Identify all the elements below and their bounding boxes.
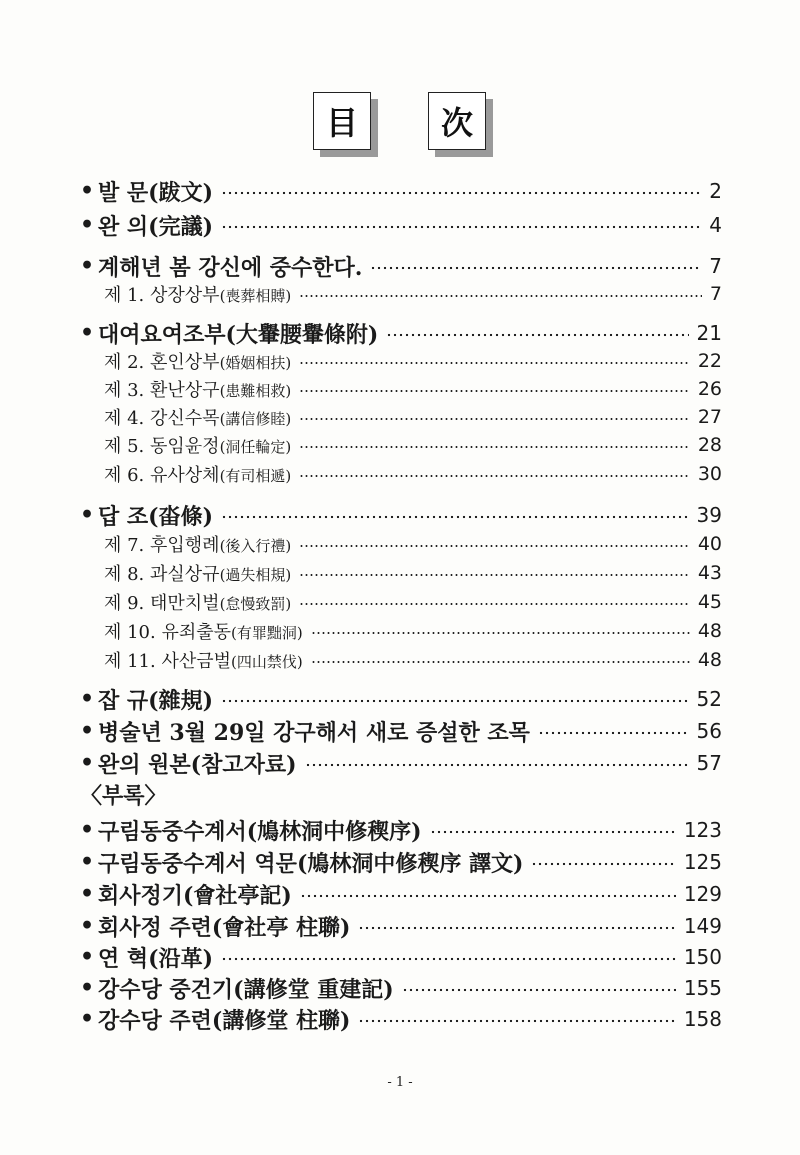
- dot-leader: [299, 361, 690, 365]
- bullet: •: [80, 718, 95, 744]
- bullet: •: [80, 750, 95, 776]
- bullet: •: [80, 881, 95, 907]
- bullet: •: [80, 320, 95, 346]
- toc-entry: [80, 500, 722, 530]
- entry-page: 30: [697, 463, 722, 485]
- entry-page: 57: [696, 751, 722, 775]
- toc-entry: [80, 973, 722, 1003]
- title-char-1: 目: [325, 104, 358, 142]
- page-number: - 1 -: [387, 1075, 413, 1090]
- dot-leader: [299, 417, 690, 421]
- bullet: •: [80, 253, 95, 279]
- dot-leader: [299, 544, 690, 548]
- toc-entry: [80, 210, 722, 240]
- dot-leader: [221, 225, 701, 229]
- toc-subentry: [104, 348, 722, 374]
- toc-subentry: [104, 376, 722, 402]
- toc-entry: [80, 251, 722, 281]
- bullet: •: [80, 944, 95, 970]
- entry-page: 48: [697, 620, 722, 642]
- dot-leader: [386, 333, 688, 337]
- entry-page: 21: [696, 321, 722, 345]
- entry-page: 28: [697, 434, 722, 456]
- bullet: •: [80, 849, 95, 875]
- entry-title: 구림동중수계서 역문(鳩林洞中修稧序 譯文): [98, 850, 524, 877]
- entry-page: 2: [709, 179, 722, 203]
- entry-title: 강수당 중건기(講修堂 重建記): [98, 976, 394, 1003]
- entry-page: 7: [709, 283, 722, 305]
- toc-entry: [80, 1004, 722, 1034]
- bullet: •: [80, 975, 95, 1001]
- toc-subentry: [104, 589, 722, 615]
- entry-title: 완의 원본(참고자료): [98, 751, 297, 778]
- entry-page: 4: [709, 213, 722, 237]
- dot-leader: [299, 294, 702, 298]
- entry-title: 제 7. 후입행례(後入行禮): [104, 535, 292, 556]
- toc-entry: [80, 879, 722, 909]
- entry-page: 39: [696, 503, 722, 527]
- entry-title: 답 조(畓條): [98, 503, 213, 530]
- entry-title: 제 11. 사산금벌(四山禁伐): [104, 651, 303, 672]
- toc-entry: [80, 911, 722, 941]
- toc-subentry: [104, 531, 722, 557]
- entry-title: 연 혁(沿革): [98, 945, 213, 972]
- entry-title: 계해년 봄 강신에 중수한다.: [98, 254, 363, 281]
- entry-title: 제 8. 과실상규(過失相規): [104, 564, 292, 585]
- toc-subentry: [104, 647, 722, 673]
- bullet: •: [80, 686, 95, 712]
- dot-leader: [299, 445, 690, 449]
- toc-subentry: [104, 618, 722, 644]
- toc-subentry: [104, 432, 722, 458]
- entry-page: 45: [697, 591, 722, 613]
- dot-leader: [305, 763, 689, 767]
- dot-leader: [299, 474, 690, 478]
- entry-page: 129: [683, 882, 722, 906]
- toc-entry: [80, 847, 722, 877]
- bullet: •: [80, 212, 95, 238]
- dot-leader: [358, 926, 675, 930]
- entry-page: 48: [697, 649, 722, 671]
- toc-entry: [80, 176, 722, 206]
- entry-page: 43: [697, 562, 722, 584]
- toc-entry: [80, 716, 722, 746]
- dot-leader: [311, 631, 690, 635]
- entry-page: 52: [696, 687, 722, 711]
- dot-leader: [430, 830, 676, 834]
- toc-subentry: [104, 404, 722, 430]
- title-char-2: 次: [440, 104, 473, 142]
- entry-page: 56: [696, 719, 722, 743]
- entry-title: 제 5. 동임윤정(洞任輪定): [104, 436, 292, 457]
- dot-leader: [300, 894, 676, 898]
- entry-title: 제 1. 상장상부(喪葬相賻): [104, 285, 292, 306]
- entry-title: 발 문(跋文): [98, 179, 213, 206]
- entry-title: 구림동중수계서(鳩林洞中修稧序): [98, 818, 422, 845]
- bullet: •: [80, 502, 95, 528]
- entry-page: 123: [683, 818, 722, 842]
- toc-subentry: [104, 281, 722, 307]
- bullet: •: [80, 913, 95, 939]
- dot-leader: [221, 957, 676, 961]
- dot-leader: [299, 602, 690, 606]
- entry-title: 대여요여조부(大轝腰轝條附): [98, 321, 379, 348]
- entry-title: 회사정 주련(會社亭 柱聯): [98, 914, 351, 941]
- toc-entry: [80, 942, 722, 972]
- dot-leader: [311, 660, 690, 664]
- dot-leader: [358, 1019, 675, 1023]
- dot-leader: [402, 988, 676, 992]
- entry-title: 제 6. 유사상체(有司相遞): [104, 465, 292, 486]
- entry-title: 잡 규(雜規): [98, 687, 213, 714]
- entry-page: 26: [697, 378, 722, 400]
- entry-title: 제 9. 태만치벌(怠慢致罰): [104, 593, 292, 614]
- dot-leader: [221, 515, 689, 519]
- bullet: •: [80, 178, 95, 204]
- appendix-heading: [80, 779, 722, 809]
- entry-title: 병술년 3월 29일 강구해서 새로 증설한 조목: [98, 719, 530, 746]
- entry-page: 125: [683, 850, 722, 874]
- bullet: •: [80, 1006, 95, 1032]
- entry-title: 완 의(完議): [98, 213, 213, 240]
- entry-title: 강수당 주련(講修堂 柱聯): [98, 1007, 351, 1034]
- dot-leader: [370, 266, 701, 270]
- dot-leader: [531, 862, 675, 866]
- dot-leader: [299, 573, 690, 577]
- entry-page: 22: [697, 350, 722, 372]
- toc-subentry: [104, 461, 722, 487]
- entry-page: 7: [709, 254, 722, 278]
- entry-page: 27: [697, 406, 722, 428]
- toc-subentry: [104, 560, 722, 586]
- entry-page: 158: [683, 1007, 722, 1031]
- toc-entry: [80, 684, 722, 714]
- entry-title: 회사정기(會社亭記): [98, 882, 292, 909]
- entry-title: 제 3. 환난상구(患難相救): [104, 380, 292, 401]
- toc-entry: [80, 815, 722, 845]
- entry-title: 제 4. 강신수목(講信修睦): [104, 408, 292, 429]
- entry-page: 40: [697, 533, 722, 555]
- dot-leader: [221, 191, 701, 195]
- dot-leader: [221, 699, 689, 703]
- toc-entry: [80, 748, 722, 778]
- dot-leader: [299, 389, 690, 393]
- entry-title: 제 10. 유죄출동(有罪黜洞): [104, 622, 303, 643]
- bullet: •: [80, 817, 95, 843]
- entry-page: 149: [683, 914, 722, 938]
- entry-page: 155: [683, 976, 722, 1000]
- dot-leader: [538, 731, 689, 735]
- toc-entry: [80, 318, 722, 348]
- appendix-label: 〈부록〉: [80, 782, 167, 809]
- entry-page: 150: [683, 945, 722, 969]
- entry-title: 제 2. 혼인상부(婚姻相扶): [104, 352, 292, 373]
